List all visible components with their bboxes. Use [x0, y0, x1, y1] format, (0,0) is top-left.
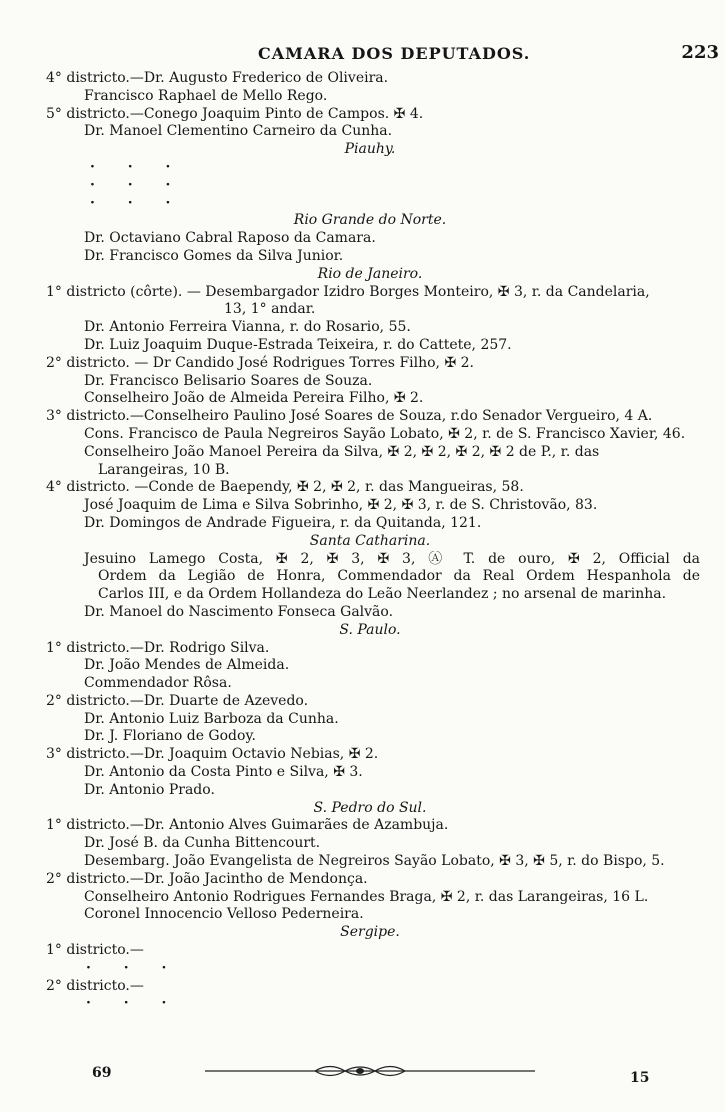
folio-number: 15 — [630, 1070, 650, 1086]
ornamental-rule-icon — [205, 1060, 535, 1082]
district-entry: 2° districto.—Dr. João Jacintho de Mendonça. — [46, 870, 368, 887]
deputy-entry: Dr. Antonio Luiz Barboza da Cunha. — [84, 710, 339, 727]
deputy-entry: Dr. Manoel do Nascimento Fonseca Galvão. — [84, 603, 394, 620]
deputy-entry-continuation: Larangeiras, 10 B. — [98, 461, 230, 478]
district-entry: 2° districto.—Dr. Duarte de Azevedo. — [46, 692, 309, 709]
deputy-entry: Dr. Francisco Gomes da Silva Junior. — [84, 247, 344, 264]
deputy-entry: Dr. Octaviano Cabral Raposo da Camara. — [84, 230, 376, 247]
district-entry: 3° districto.—Dr. Joaquim Octavio Nebias, ✠ 2. — [46, 746, 379, 763]
page-number: 223 — [681, 42, 719, 63]
omission-dots: · · · — [90, 194, 185, 211]
district-entry: 2° districto.— — [46, 977, 144, 994]
omission-dots: · · · — [86, 959, 181, 976]
district-entry: 3° districto.—Conselheiro Paulino José Soares de Souza, r.do Senador Vergueiro, 4 A. — [46, 408, 653, 425]
deputy-entry: Dr. João Mendes de Almeida. — [84, 657, 290, 674]
deputy-entry: Coronel Innocencio Velloso Pederneira. — [84, 906, 364, 923]
district-entry: 2° districto. — Dr Candido José Rodrigues Torres Filho, ✠ 2. — [46, 354, 474, 371]
deputy-entry: Francisco Raphael de Mello Rego. — [84, 87, 328, 104]
running-title: CAMARA DOS DEPUTADOS. — [258, 44, 531, 63]
deputy-entry-continuation: Ordem da Legião de Honra, Commendador da Real Ordem Hespanhola de — [98, 568, 700, 585]
deputy-entry: Conselheiro João Manoel Pereira da Silva, ✠ 2, ✠ 2, ✠ 2, ✠ 2 de P., r. das — [84, 443, 600, 460]
deputy-entry: Desembarg. João Evangelista de Negreiros Sayão Lobato, ✠ 3, ✠ 5, r. do Bispo, 5. — [84, 853, 665, 870]
deputy-entry: Jesuino Lamego Costa, ✠ 2, ✠ 3, ✠ 3, Ⓐ T. de ouro, ✠ 2, Official da — [84, 550, 700, 567]
deputy-entry: Cons. Francisco de Paula Negreiros Sayão Lobato, ✠ 2, r. de S. Francisco Xavier, 46. — [84, 425, 686, 442]
signature-mark: 69 — [92, 1065, 112, 1081]
province-heading: Sergipe. — [340, 924, 400, 941]
district-entry: 5° districto.—Conego Joaquim Pinto de Campos. ✠ 4. — [46, 105, 424, 122]
deputy-entry: Dr. Domingos de Andrade Figueira, r. da Quitanda, 121. — [84, 514, 482, 531]
deputy-entry: Dr. Antonio da Costa Pinto e Silva, ✠ 3. — [84, 764, 363, 781]
deputy-entry: Dr. Manoel Clementino Carneiro da Cunha. — [84, 123, 393, 140]
province-heading: Santa Catharina. — [309, 532, 431, 549]
deputy-entry: Dr. J. Floriano de Godoy. — [84, 728, 256, 745]
district-entry: 1° districto.—Dr. Rodrigo Silva. — [46, 639, 270, 656]
deputy-entry: Dr. José B. da Cunha Bittencourt. — [84, 835, 321, 852]
province-heading: Rio Grande do Norte. — [293, 212, 447, 229]
district-entry: 1° districto (côrte). — Desembargador Izidro Borges Monteiro, ✠ 3, r. da Candelaria, — [46, 283, 650, 300]
district-entry: 1° districto.— — [46, 942, 144, 959]
deputy-entry: Commendador Rôsa. — [84, 675, 232, 692]
district-entry: 1° districto.—Dr. Antonio Alves Guimarães de Azambuja. — [46, 817, 449, 834]
district-entry: 4° districto. —Conde de Baependy, ✠ 2, ✠ 2, r. das Mangueiras, 58. — [46, 479, 524, 496]
page-header — [0, 44, 725, 66]
deputy-entry-continuation: 13, 1° andar. — [224, 301, 316, 318]
deputy-entry: Dr. Luiz Joaquim Duque-Estrada Teixeira, r. do Cattete, 257. — [84, 336, 512, 353]
province-heading: S. Pedro do Sul. — [313, 799, 427, 816]
district-entry: 4° districto.—Dr. Augusto Frederico de Oliveira. — [46, 70, 389, 86]
omission-dots: · · · — [86, 995, 181, 1012]
deputy-entry: José Joaquim de Lima e Silva Sobrinho, ✠ 2, ✠ 3, r. de S. Christovão, 83. — [84, 497, 598, 514]
province-heading: S. Paulo. — [339, 621, 401, 638]
deputy-entry: Conselheiro João de Almeida Pereira Filho, ✠ 2. — [84, 390, 424, 407]
deputy-entry: Conselheiro Antonio Rodrigues Fernandes Braga, ✠ 2, r. das Larangeiras, 16 L. — [84, 888, 649, 905]
province-heading: Piauhy. — [344, 141, 396, 158]
province-heading: Rio de Janeiro. — [317, 265, 423, 282]
omission-dots: · · · — [90, 176, 185, 193]
omission-dots: · · · — [90, 158, 185, 175]
deputy-entry: Dr. Antonio Prado. — [84, 781, 215, 798]
deputy-entry: Dr. Antonio Ferreira Vianna, r. do Rosario, 55. — [84, 319, 411, 336]
deputy-entry-continuation: Carlos III, e da Ordem Hollandeza do Leão Neerlandez ; no arsenal de marinha. — [98, 586, 667, 603]
deputy-entry: Dr. Francisco Belisario Soares de Souza. — [84, 372, 373, 389]
deputies-list — [40, 70, 700, 1013]
page-footer — [0, 1060, 725, 1090]
